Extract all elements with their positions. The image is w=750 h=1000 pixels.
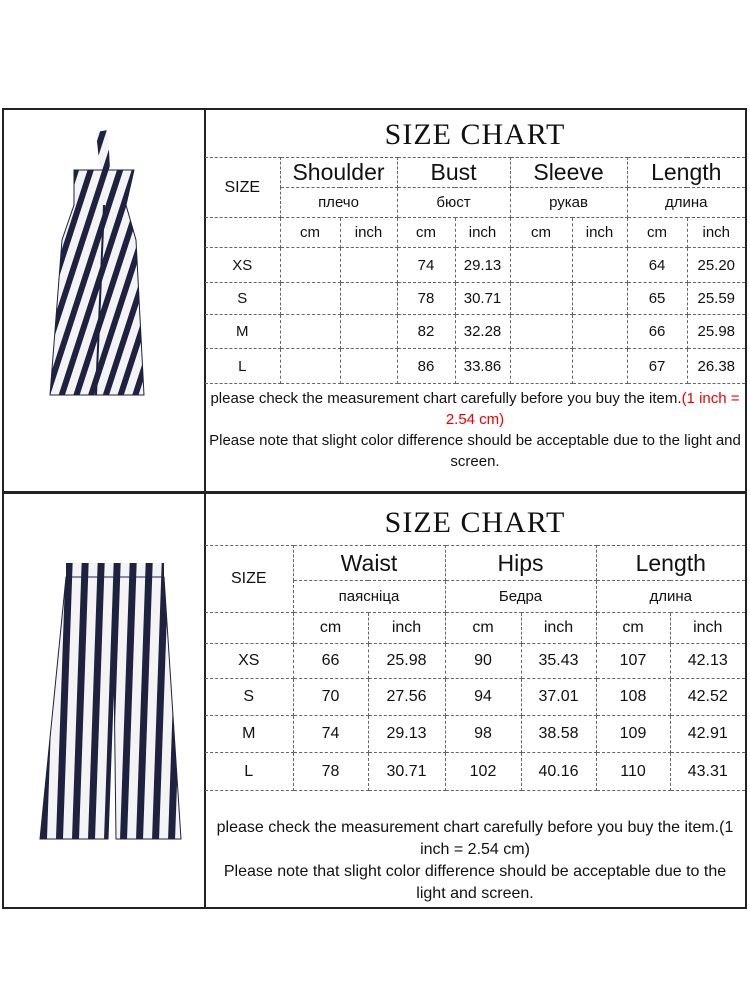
size-cell: S xyxy=(205,283,280,315)
table-row xyxy=(205,283,745,315)
value-cell: 26.38 xyxy=(687,349,745,384)
value-cell: 78 xyxy=(293,753,368,791)
waist-ru: паясніца xyxy=(293,581,445,613)
unit-cell: inch xyxy=(572,218,627,248)
unit-cell: cm xyxy=(596,613,670,644)
value-cell: 90 xyxy=(445,644,521,679)
striped-pants-icon xyxy=(4,494,204,906)
value-cell: 98 xyxy=(445,716,521,753)
value-cell: 37.01 xyxy=(521,679,596,716)
value-cell xyxy=(572,315,627,349)
value-cell xyxy=(510,283,572,315)
value-cell: 42.52 xyxy=(670,679,745,716)
value-cell: 108 xyxy=(596,679,670,716)
value-cell: 25.98 xyxy=(687,315,745,349)
unit-cell: inch xyxy=(521,613,596,644)
value-cell: 25.98 xyxy=(368,644,445,679)
unit-cell: cm xyxy=(397,218,455,248)
inch-conversion-note: (1 inch = 2.54 cm) xyxy=(445,390,740,428)
bottom-size-chart-panel xyxy=(2,492,747,909)
value-cell: 110 xyxy=(596,753,670,791)
length-ru: длина xyxy=(596,581,745,613)
bust-header: Bust xyxy=(397,158,510,188)
size-chart-title: SIZE CHART xyxy=(384,506,566,539)
value-cell xyxy=(572,283,627,315)
top-size-chart-panel xyxy=(2,108,747,493)
table-row xyxy=(205,753,745,791)
waist-header: Waist xyxy=(293,546,445,581)
size-cell: L xyxy=(205,753,293,791)
blank-cell xyxy=(205,218,280,248)
value-cell: 102 xyxy=(445,753,521,791)
value-cell: 35.43 xyxy=(521,644,596,679)
value-cell: 25.20 xyxy=(687,248,745,283)
unit-cell: inch xyxy=(368,613,445,644)
value-cell: 40.16 xyxy=(521,753,596,791)
units-row xyxy=(205,218,745,248)
units-row xyxy=(205,613,745,644)
sleeve-ru: рукав xyxy=(510,188,627,218)
value-cell xyxy=(572,248,627,283)
value-cell: 66 xyxy=(627,315,687,349)
size-cell: S xyxy=(205,679,293,716)
value-cell: 32.28 xyxy=(455,315,510,349)
unit-cell: inch xyxy=(340,218,397,248)
value-cell xyxy=(340,248,397,283)
color-note: Please note that slight color difference should be acceptable due to the light and screen. xyxy=(223,863,727,902)
value-cell: 65 xyxy=(627,283,687,315)
size-header: SIZE xyxy=(205,158,280,218)
size-cell: M xyxy=(205,315,280,349)
value-cell xyxy=(340,315,397,349)
hips-header: Hips xyxy=(445,546,596,581)
value-cell: 25.59 xyxy=(687,283,745,315)
value-cell: 30.71 xyxy=(455,283,510,315)
value-cell: 64 xyxy=(627,248,687,283)
value-cell xyxy=(340,349,397,384)
value-cell xyxy=(510,248,572,283)
value-cell: 29.13 xyxy=(455,248,510,283)
halter-top-image xyxy=(4,110,206,491)
unit-cell: cm xyxy=(510,218,572,248)
unit-cell: inch xyxy=(670,613,745,644)
color-note: Please note that slight color difference should be acceptable due to the light and screen. xyxy=(209,432,741,470)
unit-cell: inch xyxy=(687,218,745,248)
bust-ru: бюст xyxy=(397,188,510,218)
value-cell: 107 xyxy=(596,644,670,679)
value-cell: 42.13 xyxy=(670,644,745,679)
size-chart-title: SIZE CHART xyxy=(384,118,566,151)
sleeve-header: Sleeve xyxy=(510,158,627,188)
table-row xyxy=(205,644,745,679)
value-cell xyxy=(280,315,340,349)
table-row xyxy=(205,315,745,349)
size-cell: XS xyxy=(205,248,280,283)
value-cell: 82 xyxy=(397,315,455,349)
value-cell: 30.71 xyxy=(368,753,445,791)
unit-cell: inch xyxy=(455,218,510,248)
value-cell: 42.91 xyxy=(670,716,745,753)
value-cell xyxy=(280,283,340,315)
unit-cell: cm xyxy=(293,613,368,644)
blank-cell xyxy=(205,613,293,644)
table-row xyxy=(205,248,745,283)
hips-ru: Бедра xyxy=(445,581,596,613)
value-cell: 70 xyxy=(293,679,368,716)
value-cell: 38.58 xyxy=(521,716,596,753)
table-row xyxy=(205,679,745,716)
bottom-size-table xyxy=(205,545,745,791)
value-cell xyxy=(280,349,340,384)
measurement-note xyxy=(205,384,745,430)
value-cell: 66 xyxy=(293,644,368,679)
size-header: SIZE xyxy=(205,546,293,613)
table-row xyxy=(205,716,745,753)
note-text: please check the measurement chart carefully before you buy the item. xyxy=(210,390,682,407)
shoulder-ru: плечо xyxy=(280,188,397,218)
value-cell: 27.56 xyxy=(368,679,445,716)
size-cell: M xyxy=(205,716,293,753)
value-cell xyxy=(340,283,397,315)
striped-halter-top-icon xyxy=(4,110,204,490)
value-cell xyxy=(572,349,627,384)
value-cell xyxy=(510,315,572,349)
measurement-note: please check the measurement chart carefully before you buy the item.(1 inch = 2.54 cm) xyxy=(216,819,734,858)
pants-image xyxy=(4,494,206,907)
value-cell: 74 xyxy=(293,716,368,753)
value-cell: 86 xyxy=(397,349,455,384)
value-cell: 67 xyxy=(627,349,687,384)
length-ru: длина xyxy=(627,188,745,218)
shoulder-header: Shoulder xyxy=(280,158,397,188)
value-cell: 43.31 xyxy=(670,753,745,791)
value-cell: 109 xyxy=(596,716,670,753)
unit-cell: cm xyxy=(627,218,687,248)
top-size-table xyxy=(205,157,745,384)
value-cell xyxy=(510,349,572,384)
value-cell xyxy=(280,248,340,283)
value-cell: 78 xyxy=(397,283,455,315)
size-cell: XS xyxy=(205,644,293,679)
value-cell: 29.13 xyxy=(368,716,445,753)
value-cell: 74 xyxy=(397,248,455,283)
value-cell: 94 xyxy=(445,679,521,716)
unit-cell: cm xyxy=(280,218,340,248)
table-row xyxy=(205,349,745,384)
length-header: Length xyxy=(627,158,745,188)
unit-cell: cm xyxy=(445,613,521,644)
length-header: Length xyxy=(596,546,745,581)
value-cell: 33.86 xyxy=(455,349,510,384)
size-cell: L xyxy=(205,349,280,384)
